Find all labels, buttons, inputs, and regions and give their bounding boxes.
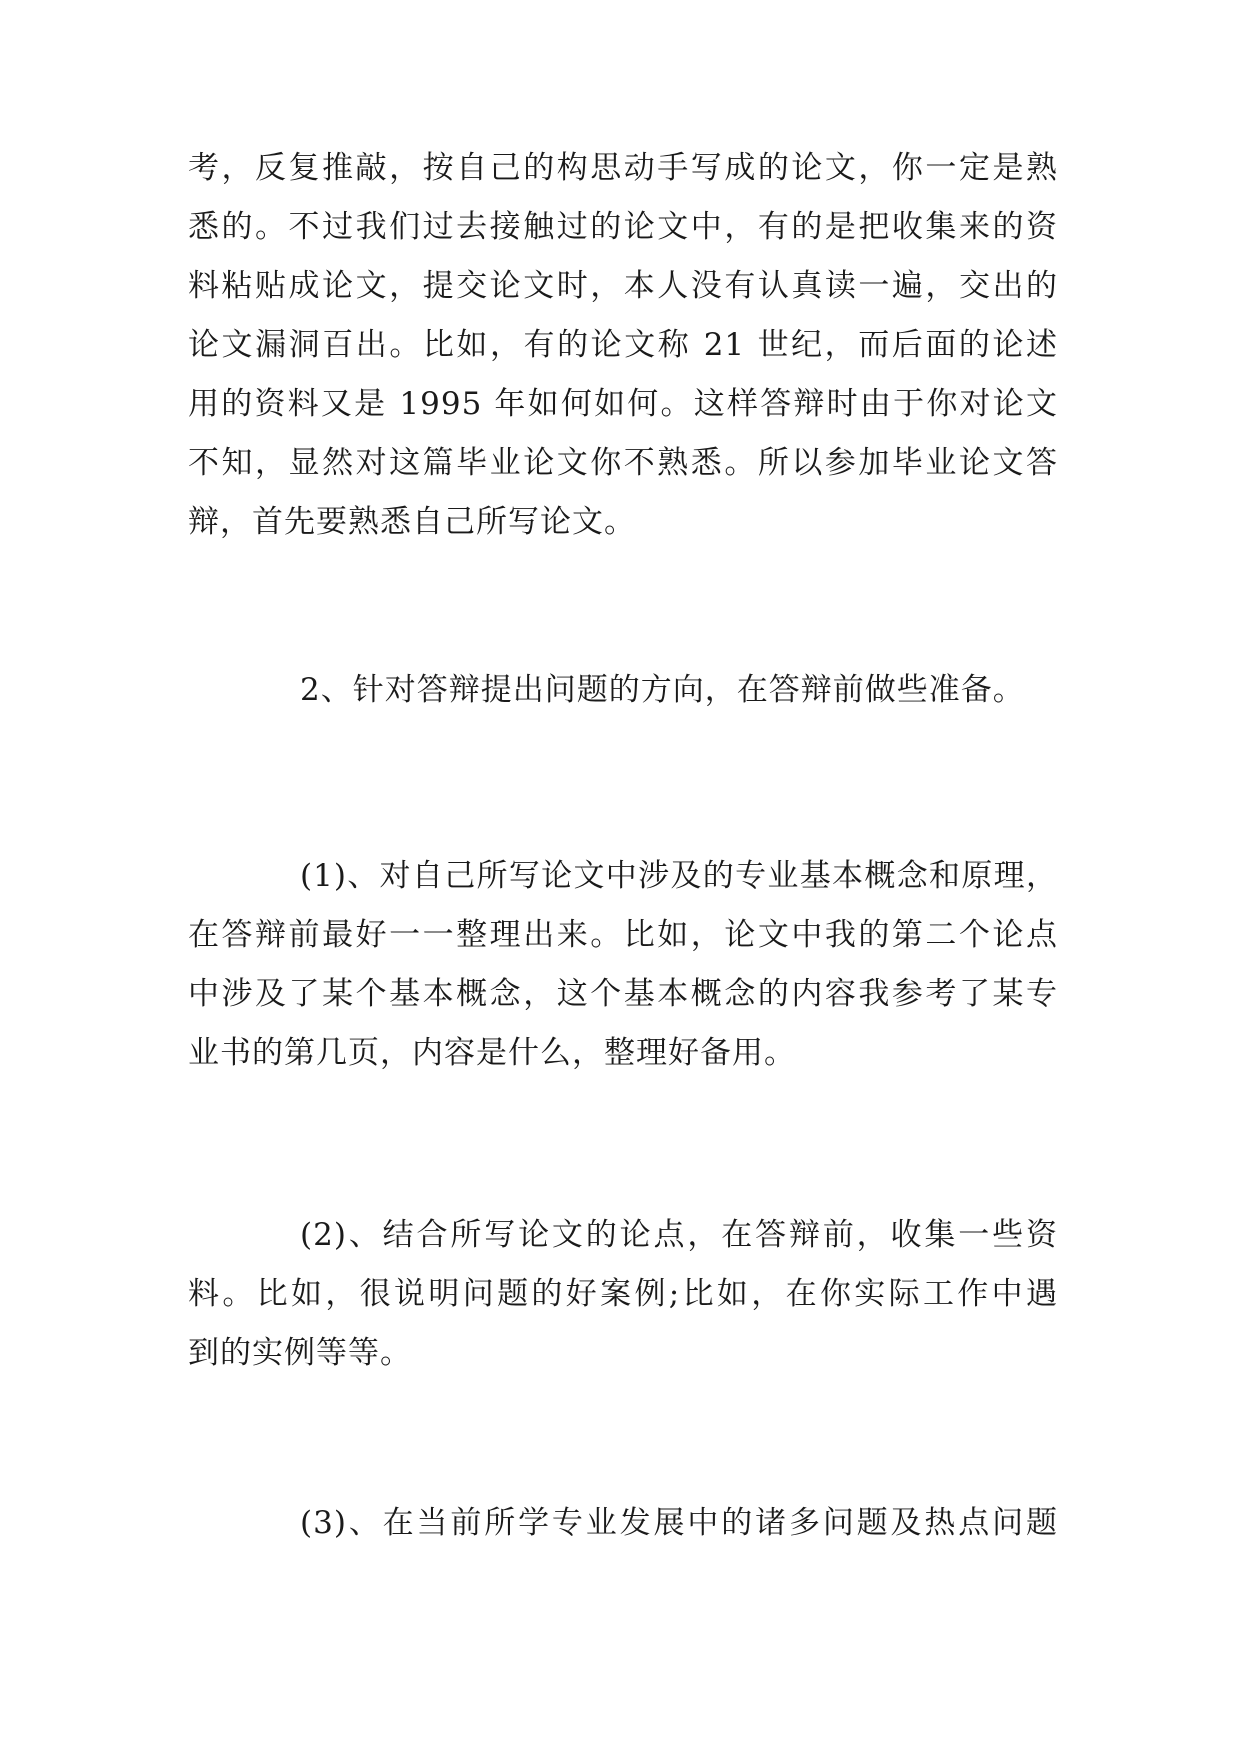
text-line: 业书的第几页，内容是什么，整理好备用。 [188,1035,796,1071]
text-line: (3)、在当前所学专业发展中的诸多问题及热点问题 [300,1505,1058,1541]
text-line: 在答辩前最好一一整理出来。比如，论文中我的第二个论点 [188,917,1058,953]
text-line: 料粘贴成论文，提交论文时，本人没有认真读一遍，交出的 [188,268,1058,304]
text-line: 辩，首先要熟悉自己所写论文。 [188,504,636,540]
text-line: 悉的。不过我们过去接触过的论文中，有的是把收集来的资 [188,209,1058,245]
text-line: 论文漏洞百出。比如，有的论文称 21 世纪，而后面的论述 [188,327,1058,363]
text-line: 用的资料又是 1995 年如何如何。这样答辩时由于你对论文 [188,386,1058,422]
text-line: 考，反复推敲，按自己的构思动手写成的论文，你一定是熟 [188,150,1058,186]
text-line: 料。比如，很说明问题的好案例;比如，在你实际工作中遇 [188,1276,1058,1312]
text-line: 不知，显然对这篇毕业论文你不熟悉。所以参加毕业论文答 [188,445,1058,481]
text-line: (2)、结合所写论文的论点，在答辩前，收集一些资 [300,1217,1058,1253]
text-line: 中涉及了某个基本概念，这个基本概念的内容我参考了某专 [188,976,1058,1012]
section-heading-text: 2、针对答辩提出问题的方向，在答辩前做些准备。 [300,672,1025,708]
text-line: (1)、对自己所写论文中涉及的专业基本概念和原理， [300,858,1058,894]
text-line: 到的实例等等。 [188,1335,412,1371]
